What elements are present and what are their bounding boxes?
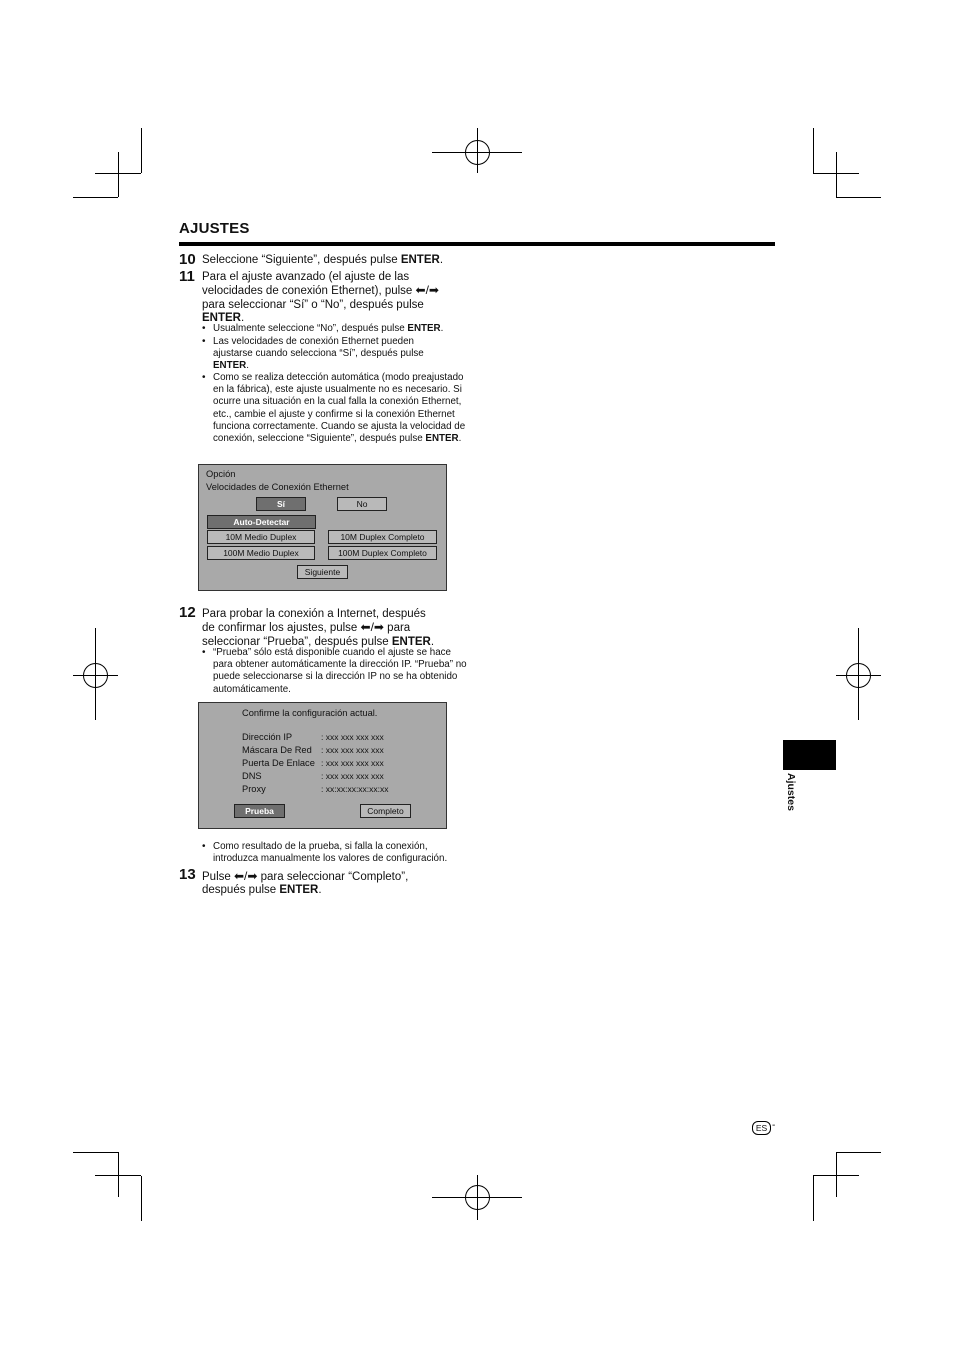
bullet-icon: • [202,647,206,658]
period: . [439,254,444,266]
step-10-text [202,254,492,267]
language-badge: ES [752,1121,771,1135]
step-11-line: para seleccionar “Sí” o “No”, después pulse [202,298,424,311]
step-12-line [202,621,472,635]
side-tab-label: Ajustes [785,773,797,811]
step-11-bullet-2 [213,336,453,373]
period: . [458,433,462,445]
period: . [318,884,322,897]
10m-full-duplex-button[interactable]: 10M Duplex Completo [328,530,437,544]
enter-key-label: ENTER [400,254,440,266]
bullet-icon: • [202,372,206,383]
confirm-config-screen [198,702,447,829]
proxy-label: Proxy [242,784,266,794]
test-button[interactable]: Prueba [234,804,285,818]
bullet-icon: • [202,336,206,347]
step-11-bullet-3 [213,372,468,445]
bullet-text: Como se realiza detección automática (modo preajustado en la fábrica), este ajuste usualmente no es necesario. Si ocurre una situación en la cual falla la conexión Ethernet, etc., cambie el ajuste y confirme si la conexión Ethernet funciona correctamente. Cuando se ajusta la velocidad de conexión, seleccione “Siguiente”, después pulse [213,372,466,445]
side-tab-marker [783,740,836,770]
section-title-rule [179,242,775,246]
100m-half-duplex-button[interactable]: 100M Medio Duplex [207,546,315,560]
step-11-line [202,284,472,298]
step-13-line [202,870,472,884]
step-13-line-part: para seleccionar “Completo”, [257,871,409,883]
step-number-13: 13 [179,866,196,883]
gateway-value: : xxx xxx xxx xxx [321,758,384,768]
step-13-line-part: Pulse [202,871,234,883]
subnet-mask-label: Máscara De Red [242,745,312,755]
step-10-instruction: Seleccione “Siguiente”, después pulse [202,254,401,266]
enter-key-label: ENTER [202,311,241,324]
step-12-line-part: seleccionar “Prueba”, después pulse [202,635,392,648]
step-13-line [202,884,472,897]
left-right-arrow-icon: ⬅/➡ [415,283,439,298]
period: . [240,311,245,324]
enter-key-label: ENTER [425,433,459,445]
period: . [440,323,444,334]
step-11-line-part: velocidades de conexión Ethernet), pulse [202,285,416,298]
step-12-line: Para probar la conexión a Internet, después [202,608,426,620]
screen-ethernet-speed-label: Velocidades de Conexión Ethernet [206,482,349,492]
step-13-line-part: después pulse [202,884,280,897]
step-number-11: 11 [179,268,195,285]
step-12-bullet-1: “Prueba” sólo está disponible cuando el ajuste se hace para obtener automáticamente la dirección IP. “Prueba” no puede seleccionarse si la dirección IP no se ha obtenido automáticamente. [213,647,467,695]
page-number-suffix: - [772,1120,776,1131]
bullet-text: Las velocidades de conexión Ethernet pueden ajustarse cuando selecciona “Sí”, después pulse [213,336,424,360]
period: . [246,360,249,372]
ip-address-label: Dirección IP [242,732,293,742]
no-button[interactable]: No [337,497,387,511]
enter-key-label: ENTER [279,884,319,897]
yes-button[interactable]: Sí [256,497,306,511]
complete-button[interactable]: Completo [360,804,411,818]
bullet-icon: • [202,841,206,852]
next-button[interactable]: Siguiente [297,565,348,579]
left-right-arrow-icon: ⬅/➡ [360,620,384,635]
period: . [430,635,435,648]
enter-key-label: ENTER [407,323,441,334]
screen-confirm-heading: Confirme la configuración actual. [242,708,378,718]
step-12-line-part: para [383,622,411,635]
gateway-label: Puerta De Enlace [242,758,315,768]
dns-label: DNS [242,771,262,781]
100m-full-duplex-button[interactable]: 100M Duplex Completo [328,546,437,560]
left-right-arrow-icon: ⬅/➡ [233,869,258,883]
step-11-bullet-1 [213,323,475,335]
10m-half-duplex-button[interactable]: 10M Medio Duplex [207,530,315,544]
enter-key-label: ENTER [391,635,431,648]
step-number-12: 12 [179,604,196,621]
section-title: AJUSTES [179,220,250,237]
bullet-text: Usualmente seleccione “No”, después pulse [213,323,408,334]
ethernet-speed-screen [198,464,447,591]
step-11-line: Para el ajuste avanzado (el ajuste de las [202,271,410,283]
auto-detect-button[interactable]: Auto-Detectar [207,515,316,529]
proxy-value: : xx:xx:xx:xx:xx:xx [321,784,389,794]
enter-key-label: ENTER [213,360,247,372]
ip-address-value: : xxx xxx xxx xxx [321,732,384,742]
dns-value: : xxx xxx xxx xxx [321,771,384,781]
step-13-text [202,870,472,898]
step-11-text [202,271,472,325]
bullet-icon: • [202,323,206,334]
step-number-10: 10 [179,251,196,268]
subnet-mask-value: : xxx xxx xxx xxx [321,745,384,755]
test-result-bullet: Como resultado de la prueba, si falla la conexión, introduzca manualmente los valores de configuración. [213,841,448,865]
step-12-text [202,608,472,649]
screen-option-label: Opción [206,469,236,479]
step-12-line-part: de confirmar los ajustes, pulse [202,622,361,635]
